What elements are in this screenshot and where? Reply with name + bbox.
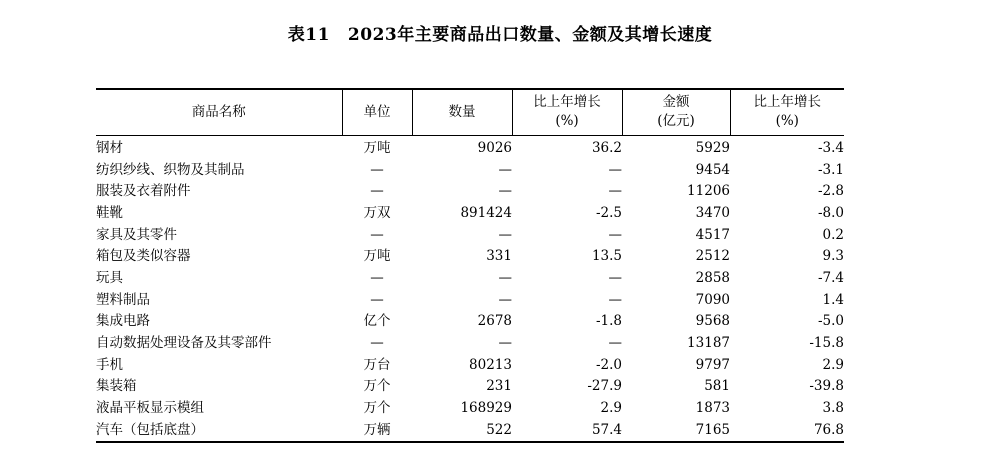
cell-amount-growth: -7.4 bbox=[817, 269, 844, 286]
cell-quantity: — bbox=[498, 183, 512, 200]
cell-amount: 11206 bbox=[687, 183, 730, 200]
cell-quantity-growth: — bbox=[608, 226, 622, 243]
cell-name: 玩具 bbox=[96, 269, 123, 286]
cell-quantity-growth: 36.2 bbox=[591, 139, 622, 156]
cell-amount-growth: -2.8 bbox=[817, 183, 844, 200]
cell-quantity: — bbox=[498, 161, 512, 178]
cell-unit: 万双 bbox=[363, 204, 391, 221]
table-row bbox=[96, 203, 844, 225]
table-title-text: 2023年主要商品出口数量、金额及其增长速度 bbox=[347, 25, 713, 45]
table-row bbox=[96, 333, 844, 355]
table-body bbox=[96, 135, 844, 442]
header-unit: 单位 bbox=[342, 89, 412, 135]
cell-amount-growth: 0.2 bbox=[822, 226, 844, 243]
cell-quantity: 80213 bbox=[469, 356, 512, 373]
table-number: 表11 bbox=[287, 25, 330, 45]
cell-amount-growth: -8.0 bbox=[817, 204, 844, 221]
header-amount-growth: 比上年增长 (%) bbox=[730, 89, 844, 135]
cell-unit: 万个 bbox=[363, 378, 391, 395]
cell-name: 集装箱 bbox=[96, 378, 137, 395]
cell-quantity: — bbox=[498, 291, 512, 308]
cell-amount: 2858 bbox=[695, 269, 730, 286]
table-row bbox=[96, 181, 844, 203]
cell-name: 自动数据处理设备及其零部件 bbox=[96, 335, 272, 352]
cell-unit: 万个 bbox=[363, 400, 391, 417]
table-row bbox=[96, 398, 844, 420]
table-row bbox=[96, 135, 844, 159]
cell-unit: — bbox=[370, 269, 384, 286]
cell-quantity-growth: — bbox=[608, 269, 622, 286]
cell-amount: 7165 bbox=[622, 419, 730, 442]
table-row bbox=[96, 246, 844, 268]
cell-quantity-growth: 13.5 bbox=[591, 248, 622, 265]
cell-amount-growth: 2.9 bbox=[822, 356, 844, 373]
cell-quantity: 891424 bbox=[460, 204, 512, 221]
cell-unit: 万台 bbox=[363, 356, 391, 373]
cell-quantity-growth: 2.9 bbox=[600, 400, 622, 417]
cell-quantity-growth: — bbox=[608, 161, 622, 178]
cell-unit: 亿个 bbox=[363, 313, 391, 330]
cell-quantity-growth: — bbox=[608, 291, 622, 308]
cell-amount: 9797 bbox=[695, 356, 730, 373]
cell-quantity: 168929 bbox=[460, 400, 512, 417]
cell-name: 箱包及类似容器 bbox=[96, 248, 191, 265]
cell-name: 家具及其零件 bbox=[96, 226, 177, 243]
table-row bbox=[96, 289, 844, 311]
cell-amount: 4517 bbox=[695, 226, 730, 243]
table-row bbox=[96, 268, 844, 290]
cell-amount: 2512 bbox=[695, 248, 730, 265]
cell-amount: 9454 bbox=[695, 161, 730, 178]
cell-amount: 7090 bbox=[695, 291, 730, 308]
header-quantity-growth: 比上年增长 (%) bbox=[512, 89, 622, 135]
cell-unit: — bbox=[370, 291, 384, 308]
cell-quantity-growth: 57.4 bbox=[512, 419, 622, 442]
cell-amount-growth: 76.8 bbox=[730, 419, 844, 442]
table-row bbox=[96, 159, 844, 181]
cell-quantity: 231 bbox=[486, 378, 512, 395]
cell-amount-growth: 1.4 bbox=[822, 291, 844, 308]
cell-quantity: 331 bbox=[486, 248, 512, 265]
cell-amount: 9568 bbox=[695, 313, 730, 330]
cell-amount-growth: -39.8 bbox=[809, 378, 844, 395]
cell-quantity-growth: — bbox=[608, 183, 622, 200]
cell-unit: 万辆 bbox=[342, 419, 412, 442]
table-title bbox=[0, 20, 1000, 45]
cell-quantity: — bbox=[498, 226, 512, 243]
cell-amount-growth: -15.8 bbox=[809, 335, 844, 352]
header-quantity: 数量 bbox=[412, 89, 512, 135]
cell-unit: — bbox=[370, 183, 384, 200]
cell-name: 集成电路 bbox=[96, 313, 150, 330]
cell-amount: 3470 bbox=[695, 204, 730, 221]
cell-amount-growth: 9.3 bbox=[822, 248, 844, 265]
table-row bbox=[96, 354, 844, 376]
cell-unit: — bbox=[370, 335, 384, 352]
table-header-row bbox=[96, 89, 844, 135]
cell-amount-growth: -3.1 bbox=[817, 161, 844, 178]
cell-quantity: — bbox=[498, 269, 512, 286]
cell-name: 鞋靴 bbox=[96, 204, 123, 221]
table-row bbox=[96, 224, 844, 246]
cell-quantity-growth: — bbox=[608, 335, 622, 352]
cell-name: 钢材 bbox=[96, 139, 123, 156]
cell-name: 汽车（包括底盘） bbox=[96, 419, 342, 442]
table-row bbox=[96, 311, 844, 333]
cell-amount-growth: -3.4 bbox=[817, 139, 844, 156]
cell-unit: 万吨 bbox=[363, 139, 391, 156]
cell-unit: — bbox=[370, 161, 384, 178]
cell-amount: 5929 bbox=[695, 139, 730, 156]
cell-name: 塑料制品 bbox=[96, 291, 150, 308]
cell-quantity-growth: -1.8 bbox=[595, 313, 622, 330]
cell-amount-growth: 3.8 bbox=[822, 400, 844, 417]
cell-quantity: — bbox=[498, 335, 512, 352]
cell-unit: 万吨 bbox=[363, 248, 391, 265]
cell-amount: 581 bbox=[704, 378, 730, 395]
cell-quantity: 522 bbox=[412, 419, 512, 442]
cell-quantity-growth: -27.9 bbox=[587, 378, 622, 395]
table-row bbox=[96, 419, 844, 442]
cell-unit: — bbox=[370, 226, 384, 243]
cell-name: 液晶平板显示模组 bbox=[96, 400, 204, 417]
cell-name: 服装及衣着附件 bbox=[96, 183, 191, 200]
table-row bbox=[96, 376, 844, 398]
header-name: 商品名称 bbox=[96, 89, 342, 135]
cell-amount-growth: -5.0 bbox=[817, 313, 844, 330]
cell-quantity-growth: -2.5 bbox=[595, 204, 622, 221]
cell-quantity-growth: -2.0 bbox=[595, 356, 622, 373]
export-table bbox=[96, 88, 844, 443]
cell-quantity: 9026 bbox=[477, 139, 512, 156]
cell-name: 手机 bbox=[96, 356, 123, 373]
cell-name: 纺织纱线、织物及其制品 bbox=[96, 161, 245, 178]
cell-amount: 1873 bbox=[695, 400, 730, 417]
header-amount: 金额 (亿元) bbox=[622, 89, 730, 135]
cell-quantity: 2678 bbox=[477, 313, 512, 330]
cell-amount: 13187 bbox=[687, 335, 730, 352]
